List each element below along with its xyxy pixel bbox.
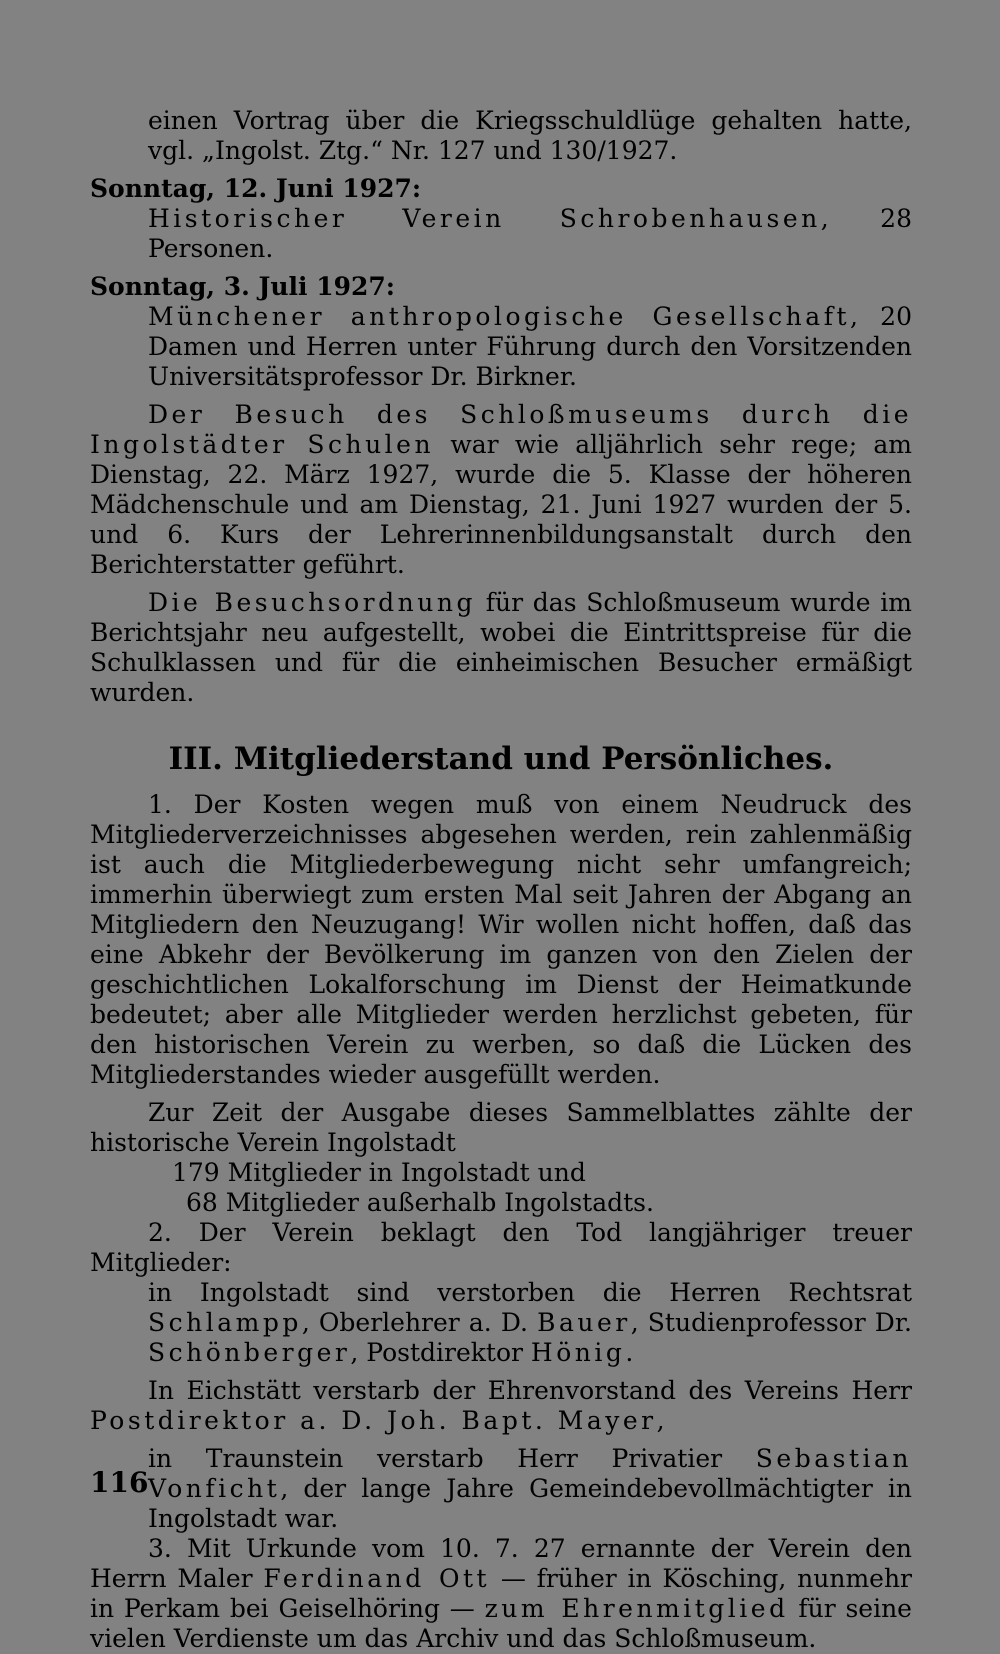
text-span: in Ingolstadt sind verstorben die Herren Rechtsrat: [148, 1278, 912, 1307]
paragraph-text: war wie alljährlich sehr rege; am Dienstag, 22. März 1927, wurde die 5. Klasse der höheren Mädchenschule und am Dienstag, 21. Juni 1927 wurden der 5. und 6. Kurs der Lehrerinnenbildungsanstalt durch den Berichterstatter geführt.: [90, 430, 912, 579]
emphasis-text: Die Besuchsordnung: [148, 588, 476, 617]
visitor-group: Historischer Verein Schrobenhausen: [148, 204, 821, 233]
text-span: — früher in Kösching, nunmehr in Perkam bei Geiselhöring —: [90, 1564, 912, 1623]
paragraph-deaths-ingolstadt: [90, 1278, 912, 1368]
person-name: Hönig: [530, 1338, 626, 1367]
person-name: Ferdinand Ott: [263, 1564, 491, 1593]
paragraph-honorary-member: [90, 1534, 912, 1654]
member-count-external: 68 Mitglieder außerhalb Ingolstadts.: [186, 1188, 654, 1217]
person-name: Schönberger: [148, 1338, 351, 1367]
paragraph-lecture: einen Vortrag über die Kriegsschuldlüge gehalten hatte, vgl. „Ingolst. Ztg.“ Nr. 127 und 130/1927.: [148, 106, 912, 165]
paragraph-text: für das Schloßmuseum wurde im Berichtsjahr neu aufgestellt, wobei die Eintrittspreise für die Schulklassen und für die einheimischen Besucher ermäßigt wurden.: [90, 588, 912, 707]
person-name: Postdirektor a. D. Joh. Bapt. Mayer: [90, 1406, 657, 1435]
emphasis-text: Der Besuch des Schloßmuseums durch die Ingolstädter Schulen: [90, 400, 912, 459]
paragraph-membership: 1. Der Kosten wegen muß von einem Neudruck des Mitgliederverzeichnisses abgesehen werden, rein zahlenmäßig ist auch die Mitgliederbewegung nicht sehr umfangreich; immerhin überwiegt zum ersten Mal seit Jahren der Abgang an Mitgliedern den Neuzugang! Wir wollen nicht hoffen, daß das eine Abkehr der Bevölkerung im ganzen von den Zielen der geschichtlichen Lokalforschung im Dienst der Heimatkunde bedeutet; aber alle Mitglieder werden herzlichst gebeten, für den historischen Verein zu werben, so daß die Lücken des Mitgliederstandes wieder ausgefüllt werden.: [90, 790, 912, 1089]
person-name: Bauer: [537, 1308, 631, 1337]
visit-entry: [90, 204, 912, 264]
emphasis-text: zum Ehrenmitglied: [484, 1594, 789, 1623]
visit-detail: , 28 Personen.: [148, 204, 912, 263]
paragraph-death-traunstein: [90, 1444, 912, 1534]
date-heading: Sonntag, 3. Juli 1927:: [90, 272, 396, 301]
section-heading: III. Mitgliederstand und Persönliches.: [168, 741, 834, 777]
visit-detail: , 20 Damen und Herren unter Führung durch den Vorsitzenden Universitätsprofessor Dr. Birkner.: [148, 302, 912, 391]
text-span: , der lange Jahre Gemeindebevollmächtigter in Ingolstadt war.: [148, 1474, 912, 1533]
text-span: , Studienprofessor Dr.: [630, 1308, 912, 1337]
text-span: in Traunstein verstarb Herr Privatier: [148, 1444, 756, 1473]
text-span: , Postdirektor: [350, 1338, 531, 1367]
visit-entry: [90, 302, 912, 392]
text-span: .: [625, 1338, 634, 1367]
text-span: , Oberlehrer a. D.: [301, 1308, 538, 1337]
text-span: für seine vielen Verdienste um das Archiv und das Schloßmuseum.: [90, 1594, 912, 1653]
paragraph-deaths-intro: 2. Der Verein beklagt den Tod langjähriger treuer Mitglieder:: [90, 1218, 912, 1277]
paragraph-visit-rules: [90, 588, 912, 708]
paragraph-death-eichstaett: [90, 1376, 912, 1436]
visitor-group: Münchener anthropologische Gesellschaft: [148, 302, 850, 331]
date-heading: Sonntag, 12. Juni 1927:: [90, 174, 422, 203]
person-name: Schlampp: [148, 1308, 302, 1337]
person-name: Sebastian Vonficht: [148, 1444, 912, 1503]
text-span: 3. Mit Urkunde vom 10. 7. 27 ernannte der Verein den Herrn Maler: [90, 1534, 912, 1593]
text-span: ,: [656, 1406, 665, 1435]
paragraph-school-visits: [90, 400, 912, 580]
paragraph-member-count: Zur Zeit der Ausgabe dieses Sammelblattes zählte der historische Verein Ingolstadt: [90, 1098, 912, 1157]
page-body: [90, 106, 912, 1654]
member-count-local: 179 Mitglieder in Ingolstadt und: [172, 1158, 586, 1187]
text-span: In Eichstätt verstarb der Ehrenvorstand des Vereins Herr: [148, 1376, 912, 1405]
page-number: 116: [90, 1466, 149, 1499]
